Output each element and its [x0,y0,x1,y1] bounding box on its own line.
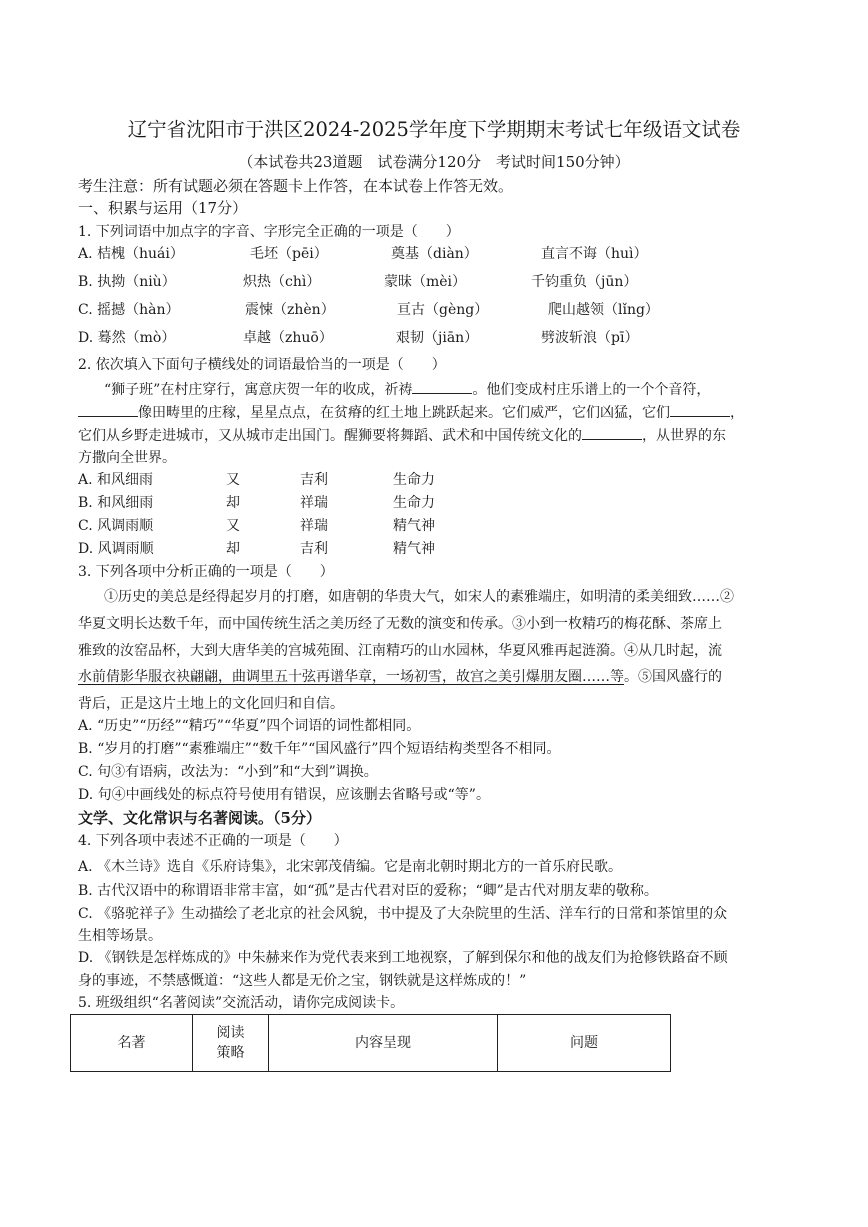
exam-title: 辽宁省沈阳市于洪区2024-2025学年度下学期期末考试七年级语文试卷 [127,118,741,141]
q1-option-b-word2: 炽热（chì） [243,274,321,290]
q1-option-c-word1: C. 摇撼（hàn） [78,302,180,318]
q2-passage-text: 像田畴里的庄稼，星星点点，在贫瘠的红土地上跳跃起来。它们威严，它们凶猛，它们 [138,405,670,421]
q2-option-b-word1: B. 和风细雨 [78,495,154,511]
q2-option-a-word4: 生命力 [393,472,435,488]
q2-passage-line [78,402,744,423]
question-3-stem: 3. 下列各项中分析正确的一项是（ ） [78,564,334,580]
q1-option-a-word4: 直言不诲（huì） [541,246,648,262]
question-4-stem: 4. 下列各项中表述不正确的一项是（ ） [78,833,348,849]
fill-blank-2 [78,402,138,417]
q2-passage-line [104,379,710,400]
q3-passage-text: 。⑤国风盛行的 [624,669,722,685]
q3-passage-line [78,667,722,687]
q2-option-b-word3: 祥瑞 [300,495,328,511]
table-header-text: 阅读策略 [216,1025,245,1061]
q2-passage-text: “狮子班”在村庄穿行，寓意庆贺一年的收成，祈祷 [104,382,413,398]
section-heading-2: 文学、文化常识与名著阅读。（5分） [78,809,321,827]
q3-option-c: C. 句③有语病，改法为：“小到”和“大到”调换。 [78,764,378,780]
q2-option-c-word1: C. 风调雨顺 [78,518,154,534]
q2-passage-line [78,425,726,446]
q1-option-a-word3: 奠基（diàn） [391,246,478,262]
q1-option-d-word1: D. 蓦然（mò） [78,330,176,346]
q4-option-c: C. 《骆驼祥子》生动描绘了老北京的社会风貌，书中提及了大杂院里的生活、洋车行的日常和茶馆里的众 [78,906,728,922]
q2-option-a-word3: 吉利 [300,472,328,488]
q1-option-c-word2: 震悚（zhèn） [245,302,335,318]
q2-option-a-word2: 又 [226,472,240,488]
exam-subtitle: （本试卷共23道题 试卷满分120分 考试时间150分钟） [238,153,630,171]
q1-option-d-word3: 艰韧（jiān） [396,330,479,346]
q1-option-d-word2: 卓越（zhuō） [243,330,333,346]
fill-blank-3 [670,402,730,417]
q2-passage-line: 方撒向全世界。 [78,450,176,466]
q4-option-c-cont: 生相等场景。 [78,928,162,944]
q1-option-a-word2: 毛坯（pēi） [250,246,328,262]
q3-option-b: B. “岁月的打磨”“素雅端庄”“数千年”“国风盛行”四个短语结构类型各不相同。 [78,741,561,757]
fill-blank-4 [582,425,642,440]
table-header-cell: 内容呈现 [269,1015,498,1072]
q4-option-d-cont: 身的事迹，不禁感慨道：“这些人都是无价之宝，钢铁就是这样炼成的！” [78,973,527,989]
q2-passage-text: ， [730,405,744,421]
q2-passage-text: 。他们变成村庄乐谱上的一个个音符， [472,382,711,398]
q4-option-b: B. 古代汉语中的称谓语非常丰富，如“孤”是古代君对臣的爱称；“卿”是古代对朋友辈的敬称。 [78,883,658,899]
table-header-cell: 问题 [498,1015,671,1072]
q3-option-a: A. “历史”“历经”“精巧”“华夏”四个词语的词性都相同。 [78,718,421,734]
question-1-stem: 1. 下列词语中加点字的字音、字形完全正确的一项是（ ） [78,224,460,240]
q2-option-c-word3: 祥瑞 [300,518,328,534]
question-2-stem: 2. 依次填入下面句子横线处的词语最恰当的一项是（ ） [78,357,446,373]
q2-option-c-word4: 精气神 [393,518,435,534]
q4-option-a: A. 《木兰诗》选自《乐府诗集》，北宋郭茂倩编。它是南北朝时期北方的一首乐府民歌。 [78,859,623,875]
q2-option-d-word4: 精气神 [393,541,435,557]
q2-option-d-word1: D. 风调雨顺 [78,541,154,557]
q1-option-c-word4: 爬山越领（lǐng） [548,302,659,318]
reading-card-table [70,1014,671,1072]
q3-option-d: D. 句④中画线处的标点符号使用有错误，应该删去省略号或“等”。 [78,787,490,803]
q2-option-d-word2: 却 [226,541,240,557]
q3-passage-line: 华夏文明长达数千年，而中国传统生活之美历经了无数的演变和传承。③小到一枚精巧的梅花酥、茶席上 [78,616,722,632]
fill-blank-1 [412,379,472,394]
q2-option-b-word4: 生命力 [393,495,435,511]
q1-option-b-word4: 千钧重负（jūn） [531,274,638,290]
q2-passage-text: ，从世界的东 [642,428,726,444]
exam-notice: 考生注意：所有试题必须在答题卡上作答，在本试卷上作答无效。 [78,177,514,195]
q1-option-a-word1: A. 桔槐（huái） [78,246,184,262]
table-header-cell [193,1015,269,1072]
q3-underlined-sentence: 水前倩影华服衣袂翩翩，曲调里五十弦再谱华章，一场初雪，故宫之美引爆朋友圈……等 [78,669,624,685]
q1-option-b-word1: B. 执拗（niù） [78,274,176,290]
q2-passage-text: 它们从乡野走进城市，又从城市走出国门。醒狮要将舞蹈、武术和中国传统文化的 [78,428,582,444]
q2-option-d-word3: 吉利 [300,541,328,557]
q1-option-d-word4: 劈波斩浪（pī） [541,330,639,346]
table-header-row [71,1015,671,1072]
question-5-stem: 5. 班级组织“名著阅读”交流活动，请你完成阅读卡。 [78,995,405,1011]
q1-option-c-word3: 亘古（gèng） [397,302,489,318]
q3-passage-line: 雅致的汝窑品杯，大到大唐华美的宫城苑囿、江南精巧的山水园林，华夏风雅再起涟漪。④从几时起，流 [78,643,722,659]
q3-passage-line: 背后，正是这片土地上的文化回归和自信。 [78,696,344,712]
q2-option-a-word1: A. 和风细雨 [78,472,154,488]
q4-option-d: D. 《钢铁是怎样炼成的》中朱赫来作为党代表来到工地视察，了解到保尔和他的战友们为抢修铁路奋不顾 [78,950,728,966]
q2-option-c-word2: 又 [226,518,240,534]
q1-option-b-word3: 蒙昧（mèi） [384,274,467,290]
q2-option-b-word2: 却 [226,495,240,511]
table-header-cell: 名著 [71,1015,193,1072]
q3-passage-line: ①历史的美总是经得起岁月的打磨，如唐朝的华贵大气，如宋人的素雅端庄，如明清的柔美细致……② [104,589,734,605]
section-heading-1: 一、积累与运用（17分） [78,199,248,217]
